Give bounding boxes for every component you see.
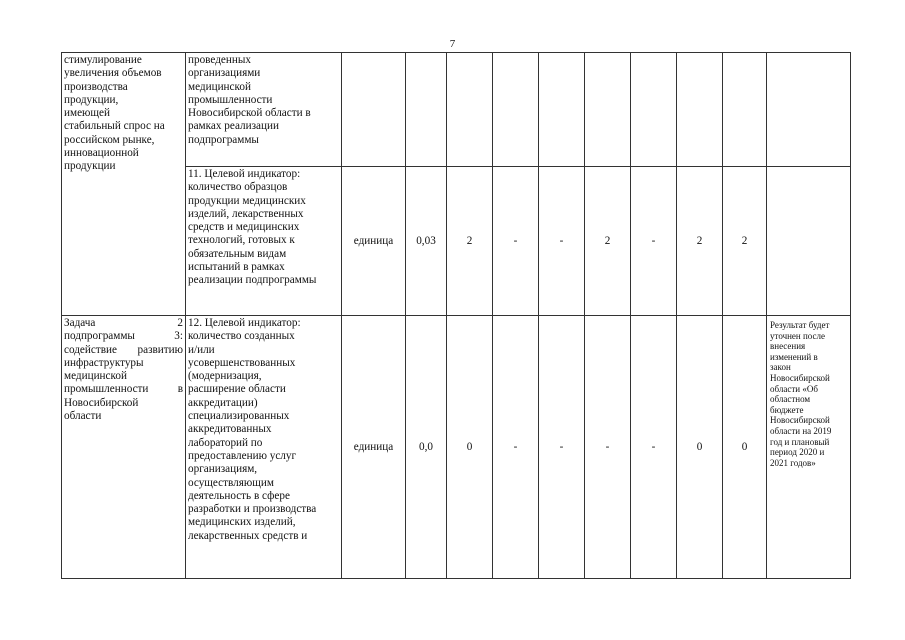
text-line: количество образцов [188, 181, 288, 194]
text-line: количество созданных [188, 330, 295, 343]
text-line: осуществляющим [188, 476, 274, 489]
indicator-cell [185, 315, 342, 579]
text-line: деятельность в сфере [188, 489, 290, 502]
value-cell: - [630, 315, 677, 579]
indicator-cell [185, 52, 342, 167]
text-line: специализированных [188, 410, 290, 423]
value-cell [538, 52, 585, 167]
value-cell [584, 52, 631, 167]
value-cell: 2 [584, 166, 631, 316]
text-line: Новосибирской [770, 415, 830, 426]
text-line: внесения [770, 341, 806, 352]
value-cell: - [492, 315, 539, 579]
text-line: промышленности в [64, 383, 183, 396]
text-line: медицинской [64, 370, 127, 383]
text-line: областном [770, 394, 811, 405]
text-line: Результат будет [770, 320, 830, 330]
value-cell [630, 52, 677, 167]
value-cell: - [630, 166, 677, 316]
text-line: средств и медицинских [188, 221, 300, 234]
text-line: усовершенствованных [188, 356, 296, 369]
text-line: испытаний в рамках [188, 261, 285, 274]
text-line: аккредитации) [188, 396, 258, 409]
value-cell [492, 52, 539, 167]
text-line: имеющей [64, 107, 110, 120]
value-cell: 2 [722, 166, 767, 316]
text-line: 2021 годов» [770, 457, 816, 468]
text-line: 12. Целевой индикатор: [188, 317, 301, 329]
value-cell: - [538, 315, 585, 579]
text-line: лекарственных средств и [188, 529, 308, 542]
text-line: период 2020 и [770, 447, 825, 458]
text-line: медицинских изделий, [188, 516, 296, 529]
unit-cell: единица [341, 166, 406, 316]
note-cell [766, 52, 851, 167]
text-line: медицинской [188, 80, 251, 93]
text-line: изменений в [770, 351, 818, 362]
value-cell: 0,0 [405, 315, 447, 579]
text-line: 11. Целевой индикатор: [188, 168, 301, 180]
text-line: продукции [64, 160, 116, 173]
text-line: области [64, 410, 102, 423]
text-line: области «Об [770, 383, 818, 394]
value-cell: 2 [676, 166, 723, 316]
value-cell: - [584, 315, 631, 579]
indicator-cell [185, 166, 342, 316]
unit-cell [341, 52, 406, 167]
text-line: инновационной [64, 147, 139, 160]
note-cell [766, 315, 851, 579]
text-line: области на 2019 [770, 425, 832, 436]
text-line: реализации подпрограммы [188, 274, 317, 287]
text-line: Новосибирской области в [188, 107, 311, 120]
task-cell [61, 52, 186, 316]
text-line: год и плановый [770, 436, 830, 447]
text-line: изделий, лекарственных [188, 207, 304, 220]
text-line: (модернизация, [188, 370, 262, 383]
text-line: уточнен после [770, 330, 826, 341]
text-line: организациям, [188, 463, 258, 476]
value-cell: 0 [446, 315, 493, 579]
text-line: производства [64, 80, 128, 93]
value-cell: - [538, 166, 585, 316]
task-cell [61, 315, 186, 579]
text-line: Новосибирской [64, 396, 139, 409]
text-line: Задача 2 [64, 317, 183, 329]
text-line: Новосибирской [770, 372, 830, 383]
text-line: подпрограммы 3: [64, 330, 183, 343]
unit-cell: единица [341, 315, 406, 579]
value-cell: 0,03 [405, 166, 447, 316]
text-line: технологий, готовых к [188, 234, 295, 247]
text-line: стабильный спрос на [64, 120, 165, 133]
value-cell: 0 [676, 315, 723, 579]
text-line: лабораторий по [188, 436, 263, 449]
value-cell [722, 52, 767, 167]
value-cell: 0 [722, 315, 767, 579]
value-cell [405, 52, 447, 167]
text-line: инфраструктуры [64, 356, 144, 369]
text-line: продукции, [64, 93, 119, 106]
text-line: обязательным видам [188, 247, 287, 260]
value-cell: - [492, 166, 539, 316]
text-line: организациями [188, 67, 261, 80]
text-line: увеличения объемов [64, 67, 162, 80]
text-line: предоставлению услуг [188, 449, 297, 462]
value-cell: 2 [446, 166, 493, 316]
text-line: рамках реализации [188, 120, 279, 133]
text-line: промышленности [188, 93, 273, 106]
value-cell [446, 52, 493, 167]
text-line: бюджете [770, 404, 804, 415]
text-line: проведенных [188, 54, 251, 66]
text-line: российском рынке, [64, 133, 155, 146]
note-cell [766, 166, 851, 316]
page-number: 7 [449, 38, 456, 50]
text-line: подпрограммы [188, 133, 259, 146]
text-line: стимулирование [64, 54, 142, 66]
text-line: и/или [188, 343, 215, 356]
text-line: расширение области [188, 383, 286, 396]
text-line: разработки и производства [188, 503, 317, 516]
text-line: аккредитованных [188, 423, 272, 436]
text-line: закон [770, 362, 791, 373]
text-line: содействие развитию [64, 343, 183, 356]
text-line: продукции медицинских [188, 194, 306, 207]
value-cell [676, 52, 723, 167]
